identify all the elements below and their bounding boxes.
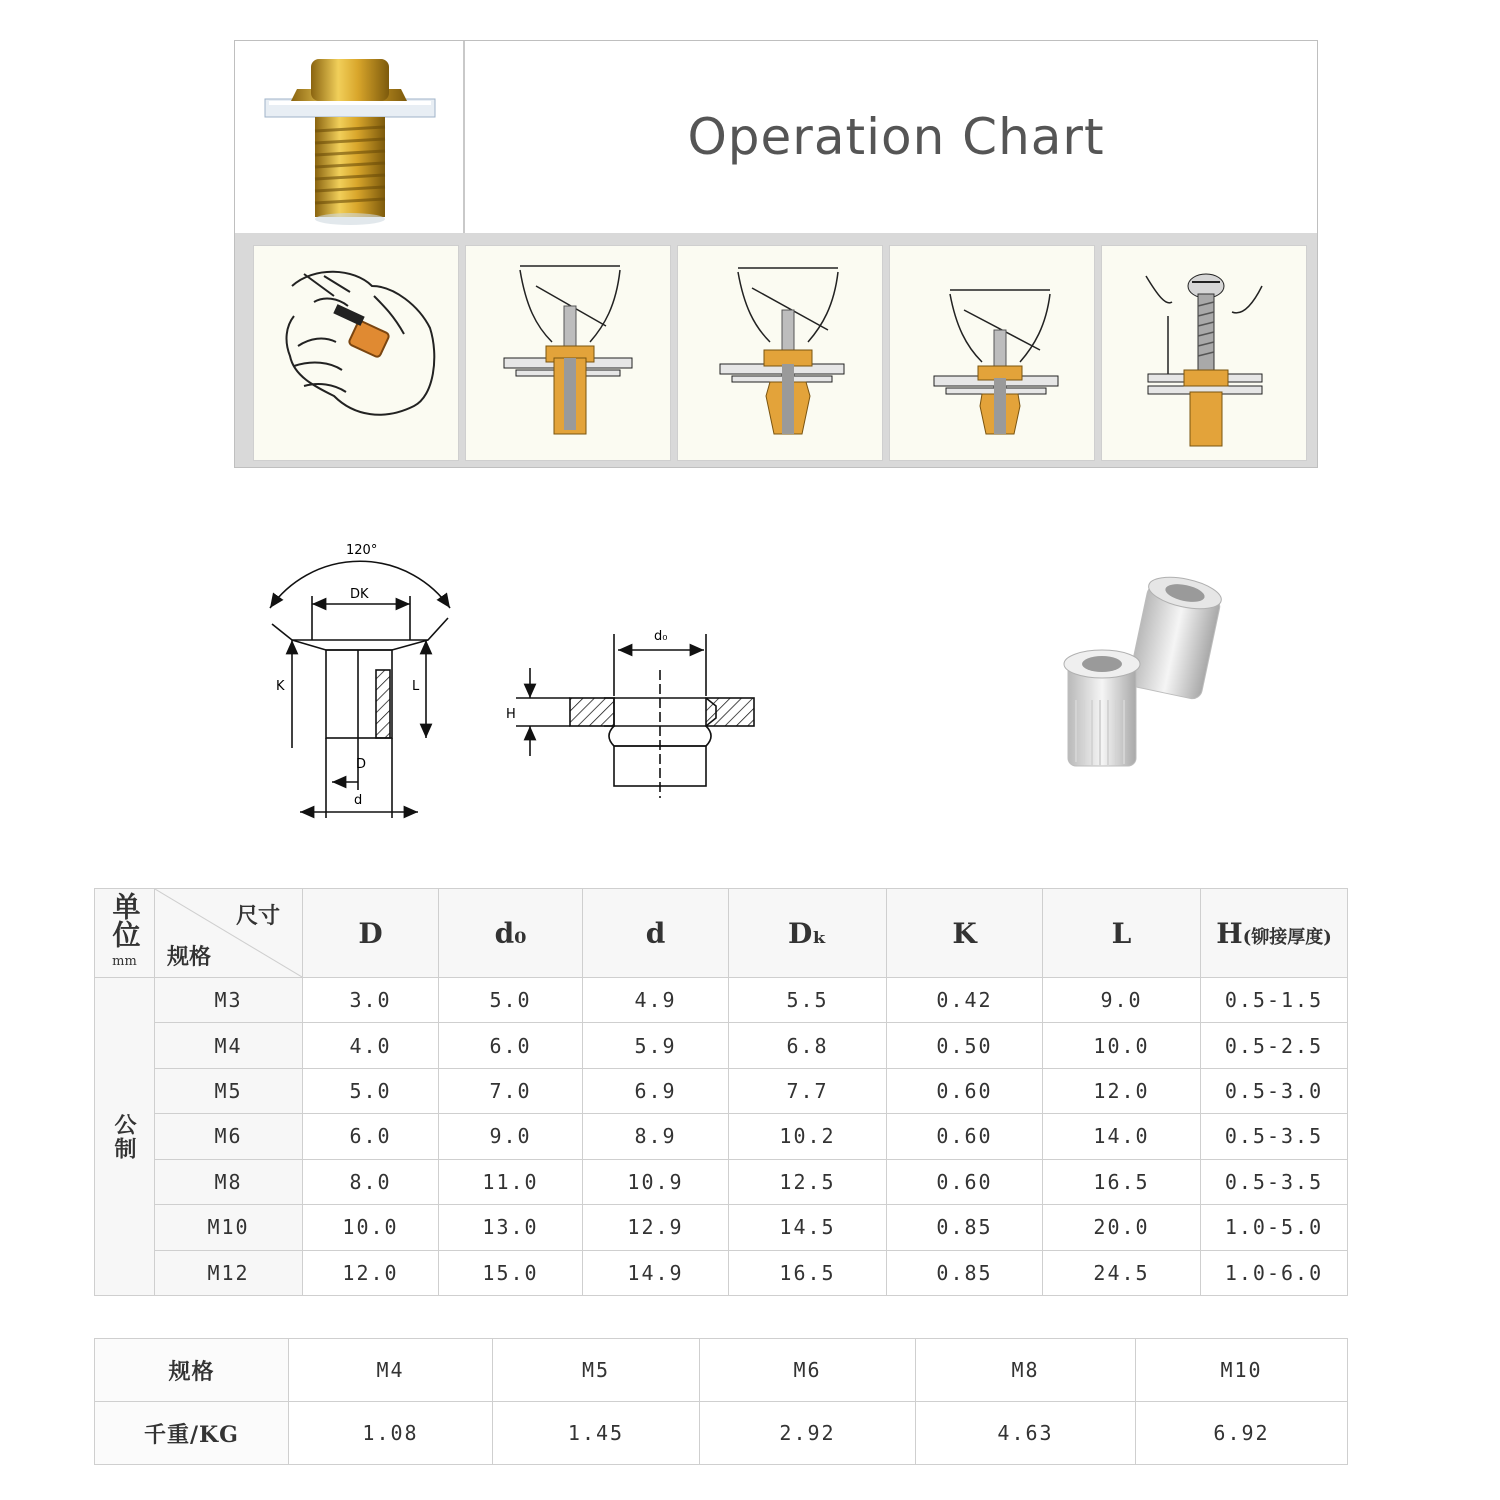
spec-cell-d: 6.9 bbox=[583, 1068, 729, 1113]
rivet-nut-dimension-diagram bbox=[0, 500, 1500, 860]
spec-header-row bbox=[95, 889, 1348, 978]
spec-size-cell: M8 bbox=[155, 1159, 303, 1204]
spec-cell-d: 12.9 bbox=[583, 1205, 729, 1250]
spec-cell-d0: 11.0 bbox=[439, 1159, 583, 1204]
spec-cell-d: 14.9 bbox=[583, 1250, 729, 1295]
weight-value-row bbox=[95, 1402, 1348, 1465]
weight-size-row bbox=[95, 1339, 1348, 1402]
spec-cell-Dk: 16.5 bbox=[729, 1250, 887, 1295]
step-4-tool-set bbox=[889, 245, 1095, 461]
spec-cell-L: 24.5 bbox=[1043, 1250, 1201, 1295]
col-header-d: d bbox=[583, 889, 729, 978]
spec-cell-L: 10.0 bbox=[1043, 1023, 1201, 1068]
unit-mm-label: mm bbox=[112, 954, 137, 969]
spec-cell-d0: 6.0 bbox=[439, 1023, 583, 1068]
weight-value-cell: 6.92 bbox=[1136, 1402, 1348, 1465]
spec-table-body bbox=[95, 978, 1348, 1296]
spec-cell-K: 0.42 bbox=[887, 978, 1043, 1023]
weight-value-cell: 1.08 bbox=[289, 1402, 493, 1465]
weight-size-cell: M5 bbox=[493, 1339, 700, 1402]
spec-cell-H: 0.5-2.5 bbox=[1201, 1023, 1348, 1068]
spec-size-cell: M4 bbox=[155, 1023, 303, 1068]
h-col-label: H bbox=[1216, 916, 1243, 950]
corner-size-label: 规格 bbox=[167, 944, 212, 970]
operation-title-cell bbox=[465, 41, 1317, 233]
spec-cell-K: 0.85 bbox=[887, 1205, 1043, 1250]
h-label: H bbox=[506, 707, 516, 722]
spec-cell-d: 8.9 bbox=[583, 1114, 729, 1159]
d0-label: d₀ bbox=[654, 629, 668, 644]
step-3-tool-pull bbox=[677, 245, 883, 461]
dimension-drawings bbox=[0, 500, 1500, 860]
spec-cell-D: 5.0 bbox=[303, 1068, 439, 1113]
spec-size-cell: M10 bbox=[155, 1205, 303, 1250]
weight-table bbox=[94, 1338, 1348, 1465]
rivet-nut-thumbnail bbox=[235, 41, 465, 233]
weight-size-cell: M8 bbox=[916, 1339, 1136, 1402]
spec-cell-d0: 7.0 bbox=[439, 1068, 583, 1113]
spec-cell-d0: 5.0 bbox=[439, 978, 583, 1023]
spec-cell-K: 0.50 bbox=[887, 1023, 1043, 1068]
spec-cell-d0: 15.0 bbox=[439, 1250, 583, 1295]
spec-cell-D: 10.0 bbox=[303, 1205, 439, 1250]
spec-cell-K: 0.85 bbox=[887, 1250, 1043, 1295]
step-5-screw-fastened bbox=[1101, 245, 1307, 461]
col-header-D: D bbox=[303, 889, 439, 978]
spec-size-cell: M5 bbox=[155, 1068, 303, 1113]
spec-cell-H: 0.5-3.0 bbox=[1201, 1068, 1348, 1113]
rivet-tool-step-2-icon bbox=[466, 246, 670, 460]
spec-cell-H: 1.0-6.0 bbox=[1201, 1250, 1348, 1295]
operation-header bbox=[235, 41, 1317, 233]
spec-cell-d0: 13.0 bbox=[439, 1205, 583, 1250]
spec-row bbox=[95, 1159, 1348, 1204]
spec-size-cell: M6 bbox=[155, 1114, 303, 1159]
spec-row bbox=[95, 1068, 1348, 1113]
spec-cell-L: 9.0 bbox=[1043, 978, 1201, 1023]
col-header-L: L bbox=[1043, 889, 1201, 978]
spec-cell-Dk: 12.5 bbox=[729, 1159, 887, 1204]
d-outer-label: d bbox=[354, 793, 363, 808]
spec-cell-K: 0.60 bbox=[887, 1114, 1043, 1159]
steel-rivet-nuts-image bbox=[1064, 572, 1224, 766]
spec-cell-K: 0.60 bbox=[887, 1068, 1043, 1113]
operation-panel bbox=[234, 40, 1318, 468]
spec-cell-D: 12.0 bbox=[303, 1250, 439, 1295]
unit-label: 单位 bbox=[108, 892, 142, 948]
d-inner-label: D bbox=[356, 757, 367, 772]
weight-size-cell: M4 bbox=[289, 1339, 493, 1402]
spec-cell-d: 10.9 bbox=[583, 1159, 729, 1204]
weight-value-cell: 2.92 bbox=[700, 1402, 916, 1465]
spec-row bbox=[95, 1205, 1348, 1250]
corner-dimension-label: 尺寸 bbox=[235, 903, 280, 929]
spec-cell-L: 12.0 bbox=[1043, 1068, 1201, 1113]
dk-label: DK bbox=[350, 587, 369, 602]
spec-table bbox=[94, 888, 1348, 1296]
weight-value-cell: 4.63 bbox=[916, 1402, 1136, 1465]
weight-size-label: 规格 bbox=[95, 1339, 289, 1402]
installed-section-drawing bbox=[516, 634, 754, 798]
col-header-H bbox=[1201, 889, 1348, 978]
corner-cell bbox=[155, 889, 303, 978]
spec-cell-H: 0.5-3.5 bbox=[1201, 1114, 1348, 1159]
weight-kg-label: 千重/KG bbox=[95, 1402, 289, 1465]
hand-inserting-icon bbox=[254, 246, 458, 460]
spec-cell-D: 6.0 bbox=[303, 1114, 439, 1159]
rivet-tool-step-3-icon bbox=[678, 246, 882, 460]
spec-cell-K: 0.60 bbox=[887, 1159, 1043, 1204]
spec-cell-Dk: 10.2 bbox=[729, 1114, 887, 1159]
rivet-tool-step-4-icon bbox=[890, 246, 1094, 460]
spec-row bbox=[95, 1023, 1348, 1068]
k-label: K bbox=[276, 679, 285, 694]
operation-chart-title: Operation Chart bbox=[687, 108, 1105, 166]
spec-cell-Dk: 7.7 bbox=[729, 1068, 887, 1113]
spec-cell-H: 0.5-1.5 bbox=[1201, 978, 1348, 1023]
spec-cell-D: 3.0 bbox=[303, 978, 439, 1023]
spec-cell-D: 8.0 bbox=[303, 1159, 439, 1204]
spec-cell-Dk: 5.5 bbox=[729, 978, 887, 1023]
spec-cell-H: 1.0-5.0 bbox=[1201, 1205, 1348, 1250]
step-1-insert-by-hand bbox=[253, 245, 459, 461]
spec-row bbox=[95, 1250, 1348, 1295]
spec-cell-Dk: 6.8 bbox=[729, 1023, 887, 1068]
spec-size-cell: M12 bbox=[155, 1250, 303, 1295]
spec-cell-D: 4.0 bbox=[303, 1023, 439, 1068]
spec-row bbox=[95, 1114, 1348, 1159]
spec-size-cell: M3 bbox=[155, 978, 303, 1023]
spec-cell-L: 20.0 bbox=[1043, 1205, 1201, 1250]
weight-value-cell: 1.45 bbox=[493, 1402, 700, 1465]
l-label: L bbox=[412, 679, 420, 694]
brass-rivet-nut-image bbox=[235, 41, 463, 233]
spec-cell-d0: 9.0 bbox=[439, 1114, 583, 1159]
weight-size-cell: M6 bbox=[700, 1339, 916, 1402]
spec-cell-d: 5.9 bbox=[583, 1023, 729, 1068]
weight-size-cell: M10 bbox=[1136, 1339, 1348, 1402]
col-header-d0: d₀ bbox=[439, 889, 583, 978]
spec-cell-d: 4.9 bbox=[583, 978, 729, 1023]
screw-fastened-icon bbox=[1102, 246, 1306, 460]
col-header-K: K bbox=[887, 889, 1043, 978]
step-2-tool-engage bbox=[465, 245, 671, 461]
spec-cell-H: 0.5-3.5 bbox=[1201, 1159, 1348, 1204]
spec-cell-L: 16.5 bbox=[1043, 1159, 1201, 1204]
spec-row bbox=[95, 978, 1348, 1023]
unit-cell bbox=[95, 889, 155, 978]
spec-cell-Dk: 14.5 bbox=[729, 1205, 887, 1250]
spec-cell-L: 14.0 bbox=[1043, 1114, 1201, 1159]
h-col-note: (铆接厚度) bbox=[1242, 926, 1332, 948]
metric-side-label: 公制 bbox=[95, 978, 155, 1296]
angle-label: 120° bbox=[346, 543, 378, 558]
col-header-Dk: Dₖ bbox=[729, 889, 887, 978]
